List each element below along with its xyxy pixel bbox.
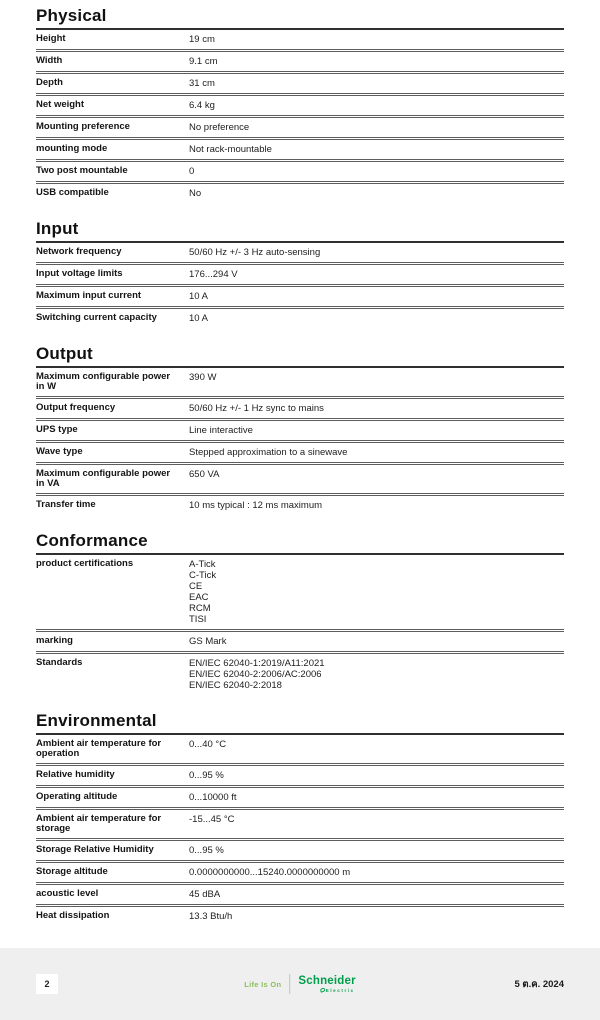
spec-value [189,658,564,691]
spec-value [189,247,564,258]
spec-label: USB compatible [36,187,109,198]
spec-value [189,559,564,625]
brand-name: Schneider [298,974,356,987]
spec-value [189,56,564,67]
spec-row [36,555,564,632]
spec-row [36,287,564,309]
spec-label: Depth [36,77,63,88]
spec-value [189,500,564,511]
spec-value-line: 9.1 cm [189,56,218,67]
spec-value-line: Line interactive [189,425,253,436]
spec-row [36,162,564,184]
brand-subtitle [320,988,355,993]
spec-section [36,217,564,328]
spec-value [189,911,564,922]
page-number: 2 [36,974,58,994]
spec-row [36,30,564,52]
spec-value [189,291,564,302]
spec-label: Input voltage limits [36,268,123,279]
spec-row [36,243,564,265]
spec-value-line: 13.3 Btu/h [189,911,233,922]
spec-label: marking [36,635,73,646]
spec-value [189,78,564,89]
life-is-on-tagline: Life Is On [244,979,282,989]
section-title: Output [36,342,564,368]
spec-value-line: Not rack-mountable [189,144,272,155]
spec-value-line: RCM [189,603,211,614]
spec-value-line: 0 [189,166,195,177]
spec-value-line: TISI [189,614,207,625]
spec-label: Storage Relative Humidity [36,844,154,855]
spec-value [189,313,564,324]
spec-row [36,96,564,118]
spec-value-line: -15...45 °C [189,814,235,825]
spec-row [36,140,564,162]
spec-label: Wave type [36,446,83,457]
spec-value-line: GS Mark [189,636,227,647]
spec-row [36,766,564,788]
spec-value-line: 31 cm [189,78,215,89]
page-footer [0,948,600,1020]
section-rows [36,368,564,515]
section-title: Input [36,217,564,243]
spec-value [189,372,564,383]
spec-value [189,636,564,647]
spec-row [36,265,564,287]
spec-value [189,34,564,45]
spec-section [36,4,564,203]
spec-row [36,863,564,885]
section-title: Physical [36,4,564,30]
spec-value-line: 176...294 V [189,269,238,280]
spec-label: Ambient air temperature for storage [36,813,162,834]
spec-row [36,885,564,907]
spec-value-line: 10 A [189,313,209,324]
spec-label: product certifications [36,558,134,569]
spec-label: Maximum configurable power in VA [36,468,171,489]
spec-value-line: EN/IEC 62040-2:2018 [189,680,282,691]
spec-label: UPS type [36,424,78,435]
spec-value-line: 390 W [189,372,217,383]
brand-subtitle-text: Electric [325,987,355,993]
spec-value-line: 0.0000000000...15240.0000000000 m [189,867,351,878]
spec-value-line: 0...95 % [189,770,224,781]
spec-value-line: EAC [189,592,209,603]
spec-value-line: CE [189,581,203,592]
spec-label: mounting mode [36,143,108,154]
spec-section [36,342,564,515]
spec-row [36,735,564,766]
spec-label: Height [36,33,66,44]
spec-row [36,118,564,140]
spec-value-line: 50/60 Hz +/- 3 Hz auto-sensing [189,247,321,258]
spec-value [189,867,564,878]
spec-value-line: EN/IEC 62040-2:2006/AC:2006 [189,669,322,680]
spec-value [189,739,564,750]
spec-label: acoustic level [36,888,99,899]
spec-label: Storage altitude [36,866,108,877]
spec-row [36,496,564,515]
spec-row [36,309,564,328]
spec-value [189,269,564,280]
spec-value [189,425,564,436]
spec-label: Network frequency [36,246,122,257]
spec-row [36,788,564,810]
spec-value [189,845,564,856]
spec-value-line: 45 dBA [189,889,221,900]
spec-label: Ambient air temperature for operation [36,738,162,759]
spec-row [36,52,564,74]
spec-label: Two post mountable [36,165,128,176]
spec-value-line: No [189,188,202,199]
spec-value [189,770,564,781]
schneider-logo [244,974,356,994]
spec-value [189,403,564,414]
spec-value-line: 650 VA [189,469,220,480]
spec-section [36,709,564,926]
spec-value [189,188,564,199]
spec-value-line: 19 cm [189,34,215,45]
brand-wordmark [298,976,355,993]
spec-value-line: 0...40 °C [189,739,227,750]
spec-value-line: 10 ms typical : 12 ms maximum [189,500,323,511]
spec-value [189,447,564,458]
spec-value-line: Stepped approximation to a sinewave [189,447,348,458]
section-rows [36,735,564,926]
spec-value-line: 6.4 kg [189,100,215,111]
spec-row [36,841,564,863]
spec-label: Transfer time [36,499,96,510]
spec-value [189,100,564,111]
spec-label: Net weight [36,99,85,110]
spec-label: Output frequency [36,402,116,413]
spec-row [36,654,564,695]
spec-value-line: 0...95 % [189,845,224,856]
spec-value [189,166,564,177]
document-date: 5 ต.ค. 2024 [514,978,564,990]
spec-label: Maximum configurable power in W [36,371,171,392]
spec-row [36,465,564,496]
spec-row [36,399,564,421]
spec-section [36,529,564,695]
spec-value-line: No preference [189,122,250,133]
spec-value-line: EN/IEC 62040-1:2019/A11:2021 [189,658,325,669]
spec-value [189,144,564,155]
section-title: Environmental [36,709,564,735]
spec-label: Width [36,55,63,66]
spec-value [189,889,564,900]
spec-value [189,792,564,803]
spec-value [189,469,564,480]
spec-value-line: 0...10000 ft [189,792,237,803]
spec-row [36,368,564,399]
spec-row [36,421,564,443]
spec-row [36,184,564,203]
spec-label: Operating altitude [36,791,118,802]
section-rows [36,243,564,328]
spec-value-line: C-Tick [189,570,217,581]
spec-row [36,443,564,465]
spec-value-line: 50/60 Hz +/- 1 Hz sync to mains [189,403,324,414]
spec-value [189,814,564,825]
spec-row [36,810,564,841]
section-title: Conformance [36,529,564,555]
spec-label: Standards [36,657,83,668]
spec-value-line: A-Tick [189,559,216,570]
spec-label: Maximum input current [36,290,142,301]
brand-loop-icon [319,987,325,992]
section-rows [36,555,564,695]
spec-row [36,74,564,96]
spec-label: Mounting preference [36,121,130,132]
spec-value-line: 10 A [189,291,209,302]
spec-value [189,122,564,133]
spec-label: Relative humidity [36,769,115,780]
spec-sections [36,4,564,926]
spec-row [36,907,564,926]
spec-row [36,632,564,654]
section-rows [36,30,564,203]
logo-divider [289,974,290,994]
spec-label: Heat dissipation [36,910,110,921]
spec-label: Switching current capacity [36,312,157,323]
